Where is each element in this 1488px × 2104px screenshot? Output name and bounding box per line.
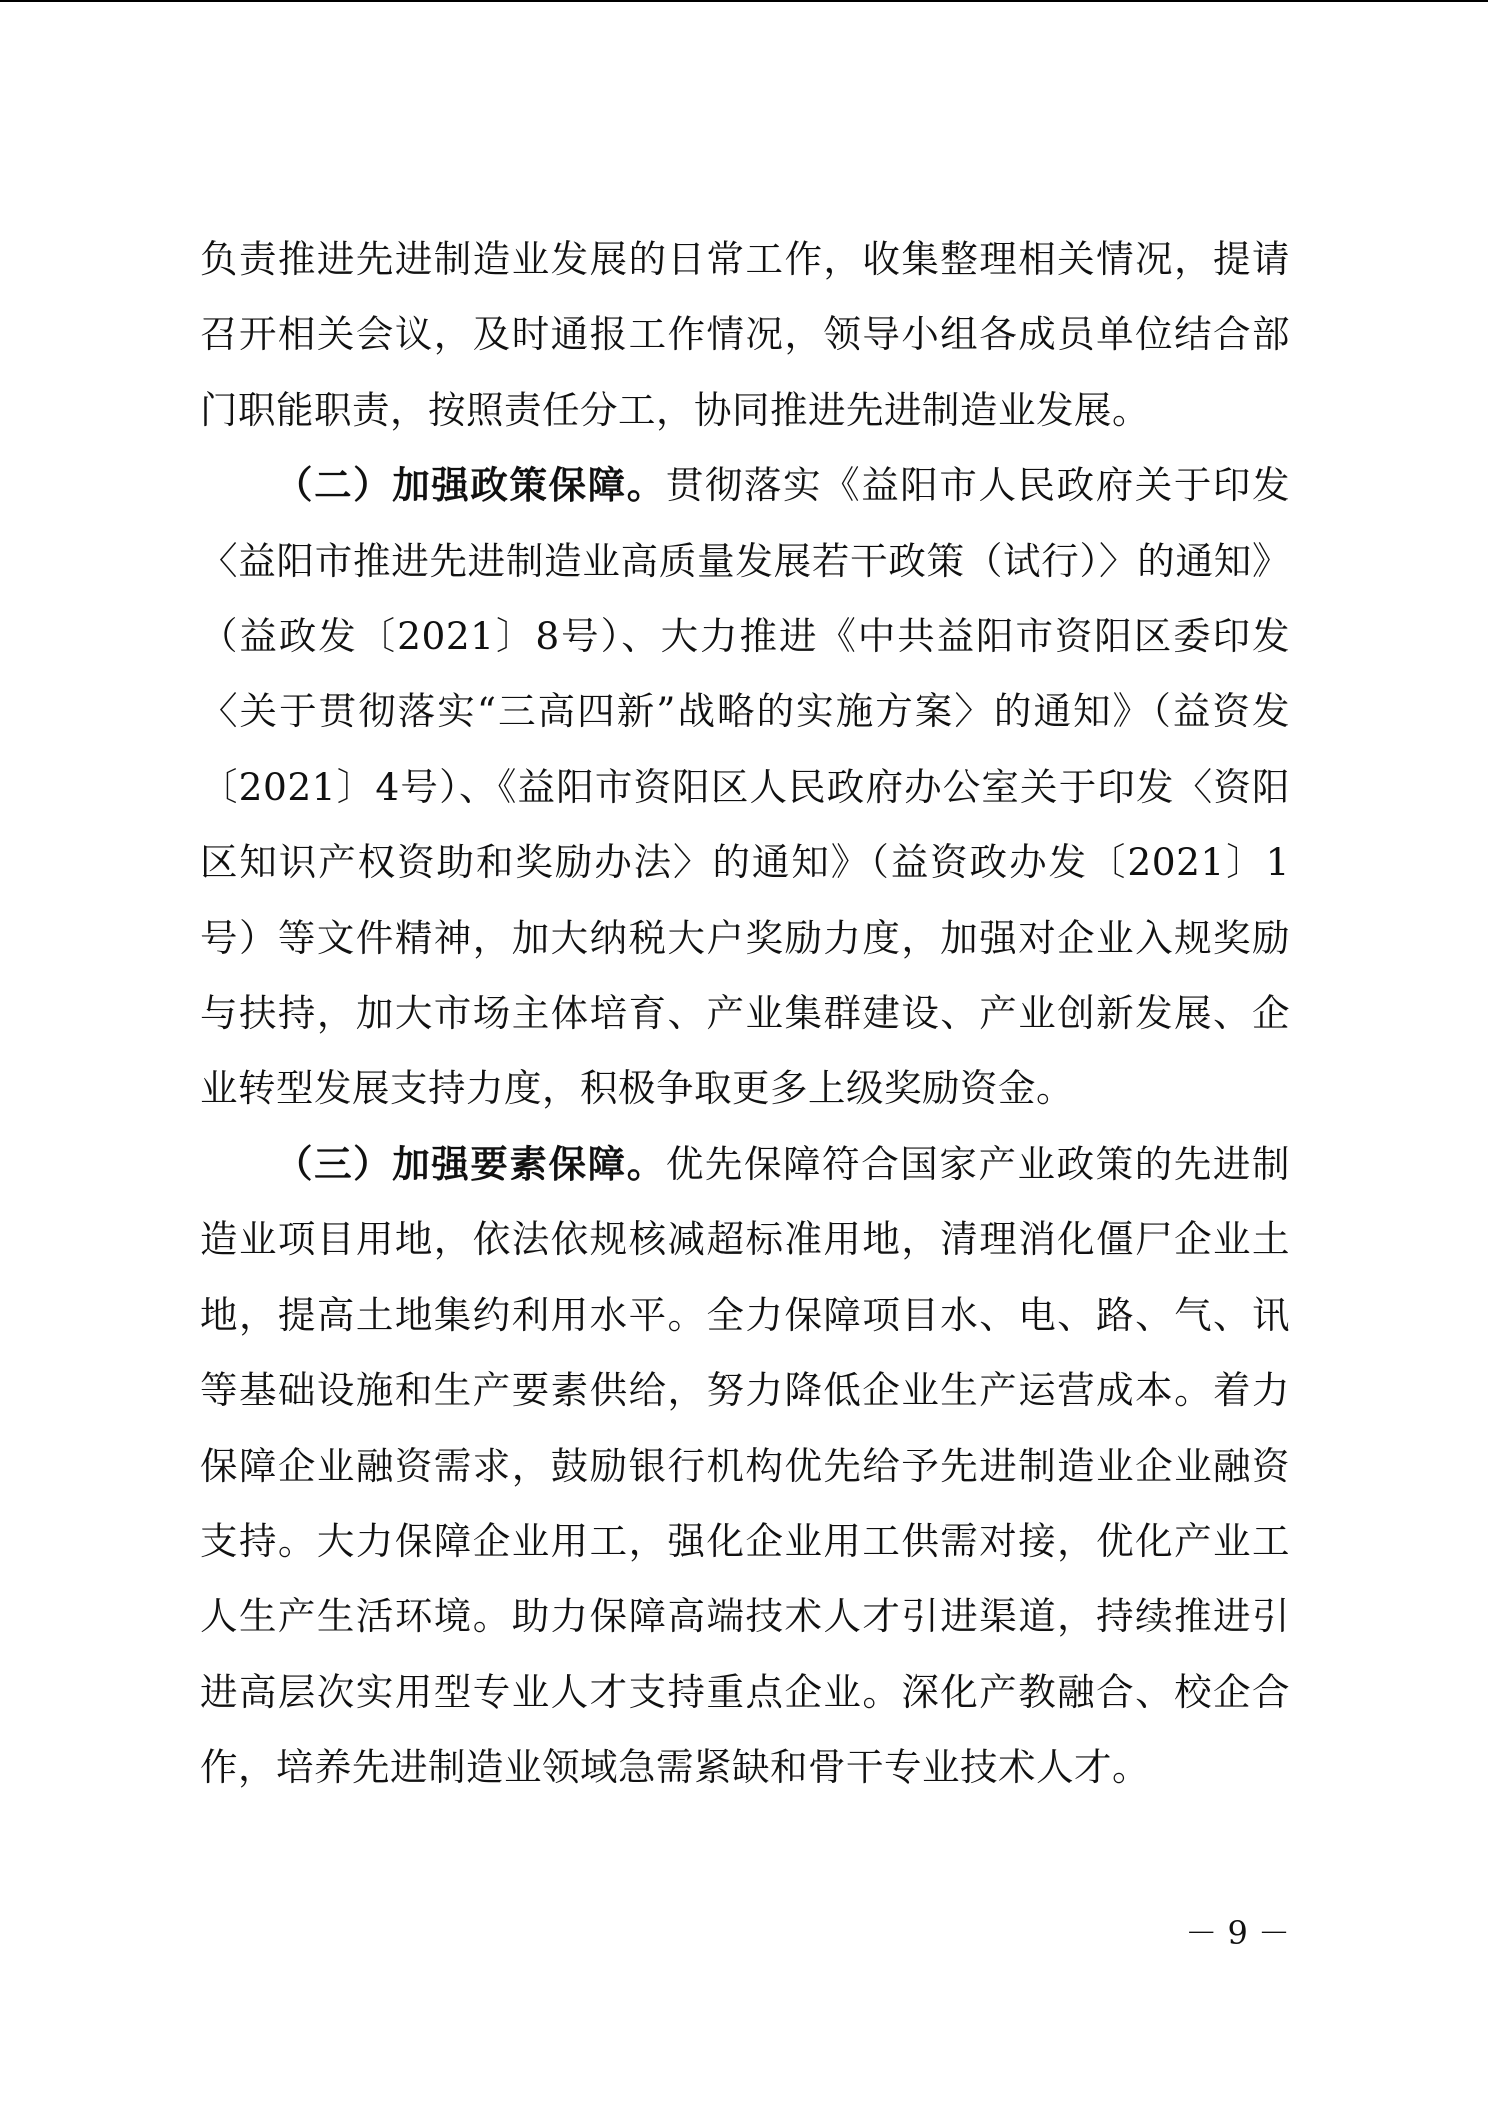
section-heading-policy: （二）加强政策保障。 bbox=[275, 463, 666, 508]
paragraph-factor-guarantee bbox=[200, 1127, 1290, 1806]
paragraph-continued bbox=[200, 222, 1290, 448]
document-body bbox=[200, 222, 1290, 1806]
paragraph-policy-guarantee bbox=[200, 448, 1290, 1127]
paragraph-text: 贯彻落实《益阳市人民政府关于印发〈益阳市推进先进制造业高质量发展若干政策（试行）〉的通知》（益政发〔2021〕8号）、大力推进《中共益阳市资阳区委印发〈关于贯彻落实“三高四新”战略的实施方案〉的通知》（益资发〔2021〕4号）、《益阳市资阳区人民政府办公室关于印发〈资阳区知识产权资助和奖励办法〉的通知》（益资政办发〔2021〕1号）等文件精神，加大纳税大户奖励力度，加强对企业入规奖励与扶持，加大市场主体培育、产业集群建设、产业创新发展、企业转型发展支持力度，积极争取更多上级奖励资金。 bbox=[200, 463, 1291, 1111]
page-top-border bbox=[0, 0, 1488, 2]
page-number: － 9 － bbox=[1185, 1914, 1290, 1952]
paragraph-text: 优先保障符合国家产业政策的先进制造业项目用地，依法依规核减超标准用地，清理消化僵尸企业土地，提高土地集约利用水平。全力保障项目水、电、路、气、讯等基础设施和生产要素供给，努力降低企业生产运营成本。着力保障企业融资需求，鼓励银行机构优先给予先进制造业企业融资支持。大力保障企业用工，强化企业用工供需对接，优化产业工人生产生活环境。助力保障高端技术人才引进渠道，持续推进引进高层次实用型专业人才支持重点企业。深化产教融合、校企合作，培养先进制造业领域急需紧缺和骨干专业技术人才。 bbox=[200, 1141, 1291, 1790]
paragraph-text: 负责推进先进制造业发展的日常工作，收集整理相关情况，提请召开相关会议，及时通报工作情况，领导小组各成员单位结合部门职能职责，按照责任分工，协同推进先进制造业发展。 bbox=[200, 237, 1290, 432]
section-heading-factors: （三）加强要素保障。 bbox=[275, 1141, 666, 1186]
